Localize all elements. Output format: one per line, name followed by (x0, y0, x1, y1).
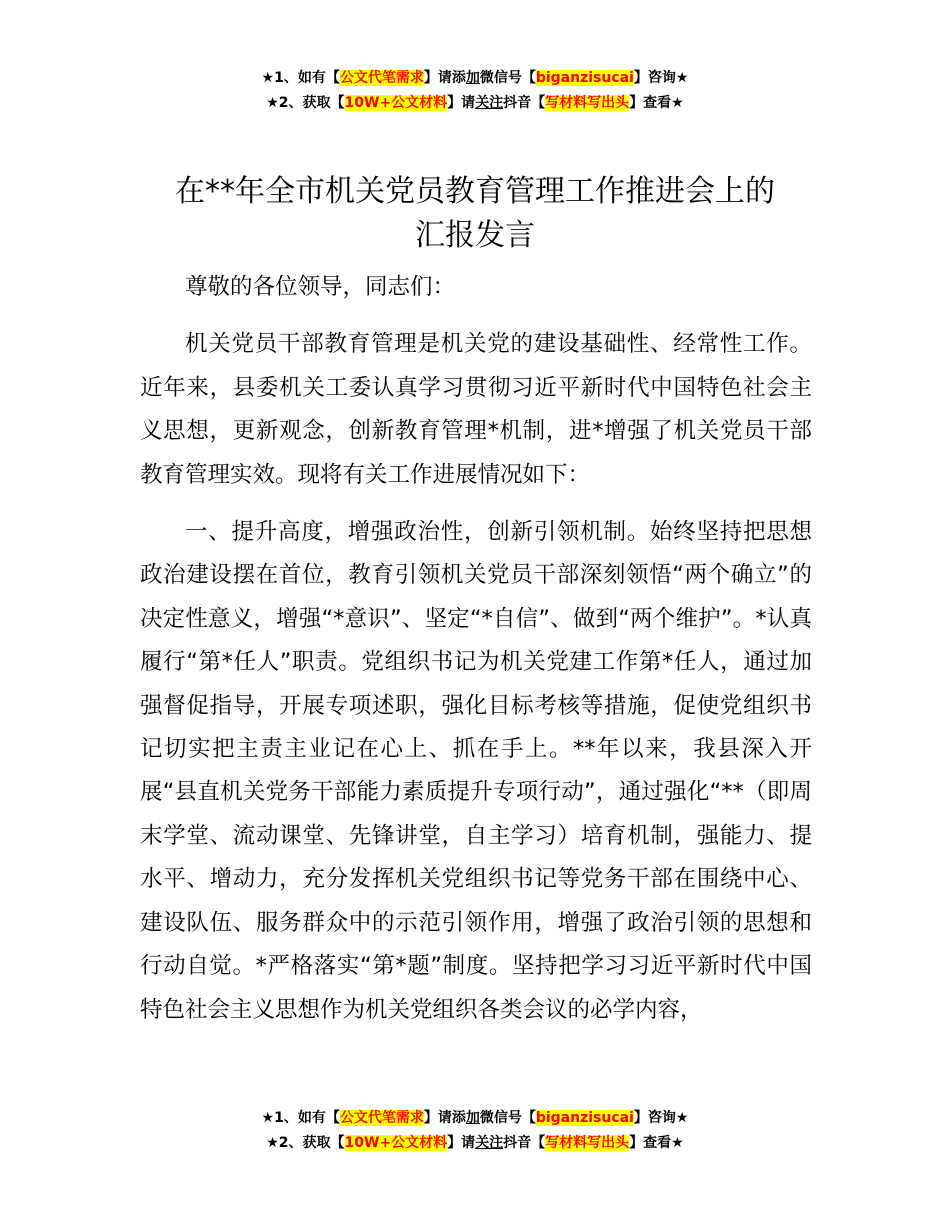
banner-text: 微信号【 (479, 70, 536, 86)
paragraph-2: 一、提升高度，增强政治性，创新引领机制。始终坚持把思想政治建设摆在首位，教育引领机关党员干部深刻领悟“两个确立”的决定性意义，增强“*意识”、坚定“*自信”、做到“两个维护”。*认真履行“第*任人”职责。党组织书记为机关党建工作第*任人，通过加强督促指导，开展专项述职，强化目标考核等措施，促使党组织书记切实把主责主业记在心上、抓在手上。**年以来，我县深入开展“县直机关党务干部能力素质提升专项行动”，通过强化“**（即周末学堂、流动课堂、先锋讲堂，自主学习）培育机制，强能力、提水平、增动力，充分发挥机关党组织书记等党务干部在围绕中心、建设队伍、服务群众中的示范引领作用，增强了政治引领的思想和行动自觉。*严格落实“第*题”制度。坚持把学习习近平新时代中国特色社会主义思想作为机关党组织各类会议的必学内容， (140, 519, 812, 1023)
banner-underline-text: 关注 (475, 95, 504, 111)
document-body (140, 266, 812, 1046)
banner-line-2 (0, 91, 950, 116)
title-line-2: 汇报发言 (415, 218, 535, 253)
banner-highlight: 公文代笔需求 (339, 70, 424, 86)
banner-text: ★2、获取【 (266, 95, 345, 111)
header-banner (0, 66, 950, 116)
banner-text: 】请 (447, 95, 476, 111)
banner-text: ★1、如有【 (261, 1110, 340, 1126)
banner-underline-text: 关注 (475, 1135, 504, 1151)
banner-text: 】咨询★ (633, 1110, 689, 1126)
document-title (140, 170, 810, 258)
banner-text: 】请 (447, 1135, 476, 1151)
banner-highlight: 写材料写出头 (545, 1135, 630, 1151)
greeting: 尊敬的各位领导，同志们： (185, 274, 456, 300)
banner-line-1 (0, 66, 950, 91)
banner-text: 抖音【 (503, 1135, 546, 1151)
banner-text: 】查看★ (629, 95, 684, 111)
footer-banner (0, 1106, 950, 1156)
paragraph-1: 机关党员干部教育管理是机关党的建设基础性、经常性工作。近年来，县委机关工委认真学习贯彻习近平新时代中国特色社会主义思想，更新观念，创新教育管理*机制，进*增强了机关党员干部教育管理实效。现将有关工作进展情况如下： (140, 331, 812, 488)
banner-highlight: 公文代笔需求 (339, 1110, 424, 1126)
banner-underline-text: 加 (465, 1110, 480, 1126)
banner-line-2 (0, 1131, 950, 1156)
banner-highlight: biganzisucai (535, 1110, 634, 1126)
banner-text: ★2、获取【 (266, 1135, 345, 1151)
banner-text: 抖音【 (503, 95, 546, 111)
banner-highlight: 10W+公文材料 (344, 95, 448, 111)
banner-highlight: biganzisucai (535, 70, 634, 86)
banner-highlight: 写材料写出头 (545, 95, 630, 111)
banner-text: 微信号【 (479, 1110, 536, 1126)
banner-text: ★1、如有【 (261, 70, 340, 86)
banner-highlight: 10W+公文材料 (344, 1135, 448, 1151)
banner-underline-text: 加 (465, 70, 480, 86)
banner-text: 】请添 (423, 70, 466, 86)
banner-text: 】请添 (423, 1110, 466, 1126)
banner-text: 】咨询★ (633, 70, 689, 86)
title-line-1: 在**年全市机关党员教育管理工作推进会上的 (175, 174, 775, 209)
banner-text: 】查看★ (629, 1135, 684, 1151)
banner-line-1 (0, 1106, 950, 1131)
